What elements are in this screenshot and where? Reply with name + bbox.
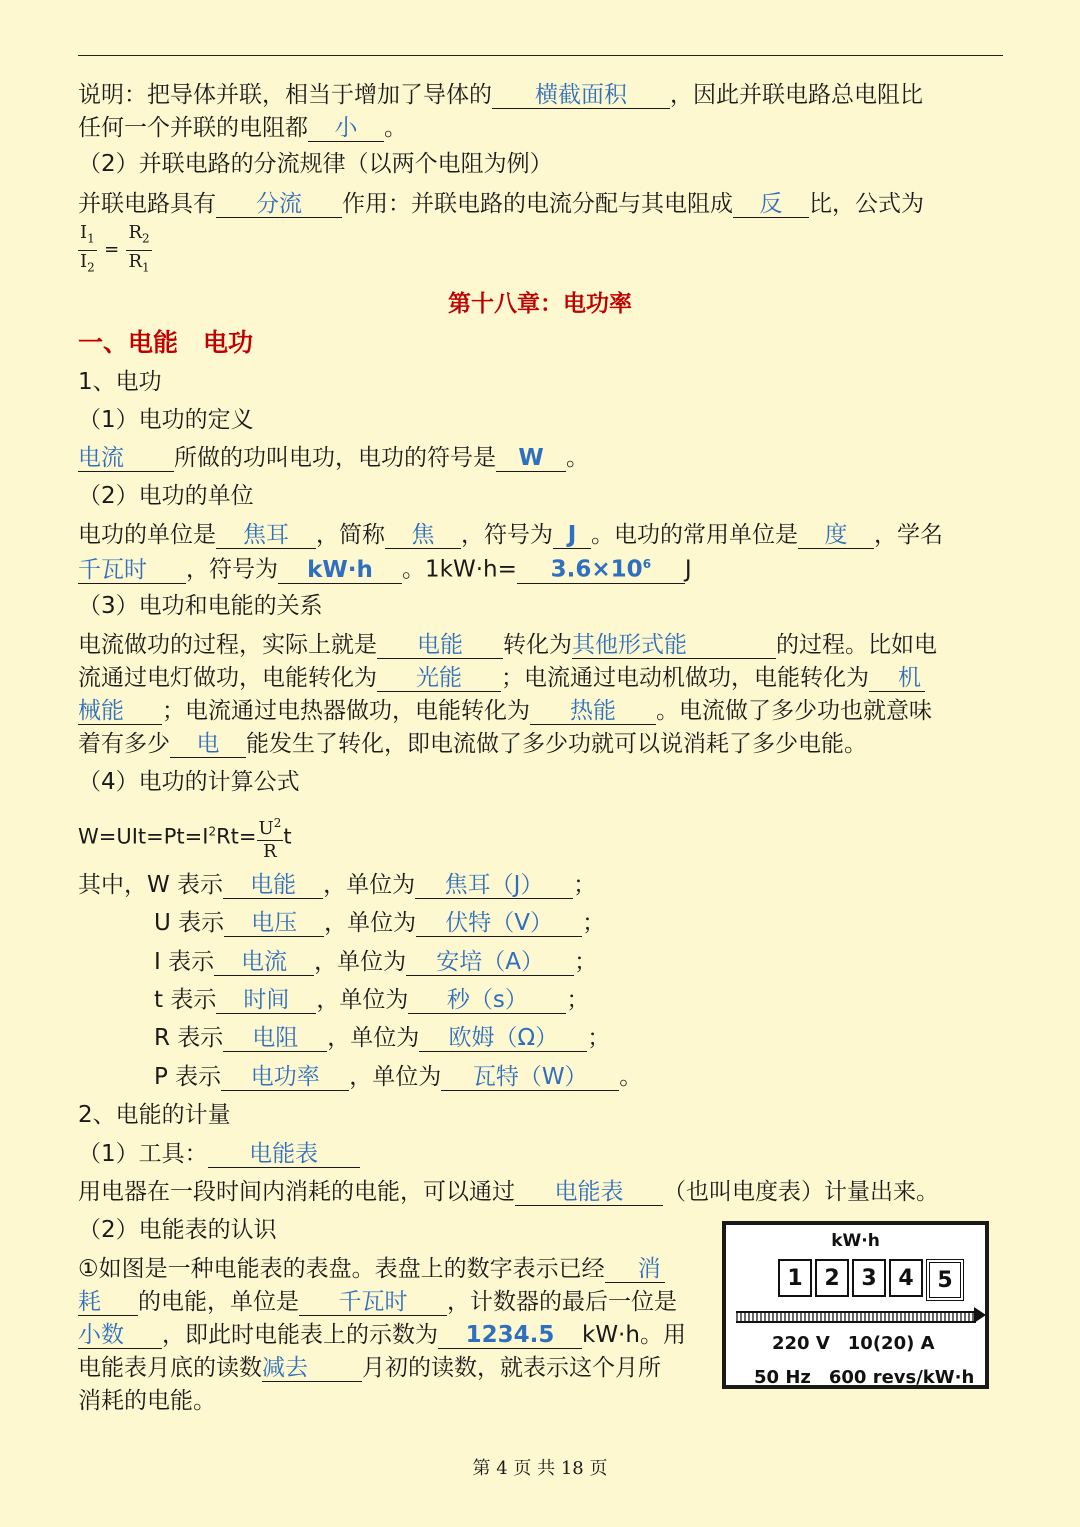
text: R 表示: [154, 1025, 224, 1051]
fraction: $\frac{R_2}{R_1}$: [128, 222, 150, 275]
paragraph-line: [78, 727, 867, 761]
subheading: 2、电能的计量: [78, 1102, 231, 1128]
text: P 表示: [154, 1064, 222, 1090]
text: 电流做功的过程，实际上就是: [78, 632, 377, 658]
answer-blank: W: [496, 445, 566, 472]
text: 。电流做了多少功也就意味: [656, 698, 932, 724]
meter-rating-frequency-revs: 50 Hz 600 revs/kW·h: [754, 1367, 975, 1388]
answer-blank: 欧姆（Ω）: [419, 1025, 587, 1052]
meter-digit: 3: [852, 1259, 886, 1297]
text: ，简称: [316, 522, 385, 548]
answer-blank: 千瓦时: [299, 1289, 447, 1316]
paragraph-line: [78, 1351, 661, 1385]
answer-blank: 消: [605, 1256, 665, 1283]
paragraph-line: [78, 78, 923, 112]
arrow-right-icon: [974, 1307, 986, 1323]
answer-blank: 耗: [78, 1289, 138, 1316]
text: W=UIt=Pt=I: [78, 824, 209, 849]
text: 用电器在一段时间内消耗的电能，可以通过: [78, 1179, 515, 1205]
text: ；: [587, 1025, 611, 1051]
answer-blank: 电功率: [221, 1064, 349, 1091]
text: ；: [582, 910, 606, 936]
answer-blank: 热能: [530, 698, 656, 725]
meter-unit-label: kW·h: [831, 1231, 880, 1251]
equals: =: [104, 239, 120, 261]
text: 所做的功叫电功，电功的符号是: [174, 445, 496, 471]
meter-counter: [778, 1259, 967, 1301]
answer-blank: 小数: [78, 1322, 162, 1349]
fraction: $\frac{I_1}{I_2}$: [80, 222, 95, 275]
meter-disc-shaft: [736, 1311, 976, 1323]
paragraph-line: [78, 111, 407, 145]
answer-blank: 反: [733, 191, 809, 218]
text: W 表示: [147, 872, 224, 898]
meter-rating-voltage-current: 220 V 10(20) A: [772, 1333, 935, 1354]
text: ，单位为: [327, 1025, 420, 1051]
answer-blank: 械能: [78, 698, 162, 725]
text: ，单位为: [316, 987, 409, 1013]
text: （1）工具：: [78, 1141, 208, 1167]
answer-blank: 安培（A）: [406, 949, 574, 976]
paragraph-line: [78, 1175, 939, 1209]
text: ，即此时电能表上的示数为: [162, 1322, 438, 1348]
text: 。: [619, 1064, 643, 1090]
subheading: （2）电功的单位: [78, 483, 254, 509]
text: 。: [384, 115, 407, 141]
text: 的过程。比如电: [776, 632, 937, 658]
answer-blank: 1234.5: [438, 1322, 582, 1349]
answer-blank: 电能表: [208, 1141, 360, 1168]
answer-blank: 光能: [377, 665, 501, 692]
text: 月初的读数，就表示这个月所: [362, 1355, 661, 1381]
subheading: （4）电功的计算公式: [78, 769, 300, 795]
page-number: 第 4 页 共 18 页: [472, 1458, 608, 1479]
text: J: [684, 556, 692, 583]
symbol-row: [154, 906, 605, 940]
subheading: （2）电能表的认识: [78, 1217, 277, 1243]
text: 。1kW·h=: [402, 556, 517, 583]
text: 比，公式为: [809, 191, 924, 217]
text: 流通过电灯做功，电能转化为: [78, 665, 377, 691]
text: 。: [566, 445, 589, 471]
text: ；电流通过电热器做功，电能转化为: [162, 698, 530, 724]
chapter-title: 第十八章：电功率: [448, 291, 632, 317]
answer-blank: 横截面积: [492, 82, 670, 109]
answer-blank: 电: [170, 731, 246, 758]
text: U 表示: [154, 910, 225, 936]
text: kW·h。用: [582, 1322, 686, 1348]
text: ，单位为: [324, 910, 417, 936]
text: ；: [574, 949, 598, 975]
paragraph-line: 消耗的电能。: [78, 1388, 216, 1414]
symbol-row: [78, 868, 596, 902]
answer-blank: 电压: [224, 910, 324, 937]
answer-blank: 电能: [223, 872, 323, 899]
answer-blank: $3.6\times 10^6$: [517, 551, 685, 584]
paragraph-line: [78, 187, 924, 221]
text: 着有多少: [78, 731, 170, 757]
text: 说明：把导体并联，相当于增加了导体的: [78, 82, 492, 108]
fraction: $\frac{U^2}{R}$: [257, 812, 284, 863]
text: Rt=: [216, 824, 257, 849]
answer-blank: 千瓦时: [78, 557, 186, 584]
subheading: （1）电功的定义: [78, 407, 254, 433]
answer-blank: 时间: [216, 987, 316, 1014]
section-title: 一、电能 电功: [78, 328, 254, 357]
text: 的电能，单位是: [138, 1289, 299, 1315]
answer-blank: 秒（s）: [408, 987, 566, 1014]
answer-blank: J: [553, 522, 591, 549]
meter-decimal-digit: 5: [926, 1259, 964, 1301]
subheading: （3）电功和电能的关系: [78, 593, 323, 619]
text: ，符号为: [186, 556, 278, 583]
paragraph-line: [78, 1252, 665, 1286]
answer-blank: 小: [308, 115, 384, 142]
text: 并联电路具有: [78, 191, 216, 217]
text: ，单位为: [323, 872, 416, 898]
paragraph-line: [78, 628, 937, 662]
meter-digit: 2: [815, 1259, 849, 1297]
text: ，符号为: [461, 522, 553, 548]
paragraph-line: [78, 1318, 686, 1352]
answer-blank: 瓦特（W）: [441, 1064, 619, 1091]
text: 作用：并联电路的电流分配与其电阻成: [342, 191, 733, 217]
electric-work-formula: $W=UIt=Pt=I^2Rt=$ $\frac{U^2}{R}$ t: [78, 812, 292, 863]
subheading: （2）并联电路的分流规律（以两个电阻为例）: [78, 151, 553, 177]
text: 其中，: [78, 872, 147, 898]
text: ；: [566, 987, 590, 1013]
paragraph-line: [78, 661, 925, 695]
text: 电能表月底的读数: [78, 1355, 262, 1381]
answer-blank: 电流: [214, 949, 314, 976]
paragraph-line: [78, 1285, 677, 1319]
subheading: 1、电功: [78, 369, 162, 395]
answer-blank: 电阻: [223, 1025, 327, 1052]
text: 转化为: [503, 632, 572, 658]
meter-digit: 4: [889, 1259, 923, 1297]
answer-blank: 焦耳: [216, 522, 316, 549]
text: ；电流通过电动机做功，电能转化为: [501, 665, 869, 691]
text: 任何一个并联的电阻都: [78, 115, 308, 141]
answer-blank: 机: [869, 665, 925, 692]
paragraph-line: [78, 518, 943, 552]
text: ，因此并联电路总电阻比: [670, 82, 923, 108]
paragraph-line: [78, 551, 692, 587]
text: 。电功的常用单位是: [591, 522, 798, 548]
meter-digit: 1: [778, 1259, 812, 1297]
text: ①如图是一种电能表的表盘。表盘上的数字表示已经: [78, 1256, 605, 1282]
text: I 表示: [154, 949, 215, 975]
answer-blank: 其他形式能: [572, 632, 776, 659]
text: 电功的单位是: [78, 522, 216, 548]
header-rule: [78, 55, 1003, 56]
answer-blank: 伏特（V）: [416, 910, 582, 937]
answer-blank: 焦: [385, 522, 461, 549]
text: （也叫电度表）计量出来。: [663, 1179, 939, 1205]
answer-blank: 度: [798, 522, 874, 549]
answer-blank: kW·h: [278, 557, 402, 584]
text: ，计数器的最后一位是: [447, 1289, 677, 1315]
current-ratio-formula: [78, 222, 152, 278]
symbol-row: [154, 1060, 642, 1094]
answer-blank: 电流: [78, 445, 174, 472]
electric-meter-figure: [722, 1221, 989, 1389]
paragraph-line: [78, 1137, 360, 1171]
answer-blank: 减去: [262, 1355, 362, 1382]
symbol-row: [154, 1021, 610, 1055]
paragraph-line: [78, 441, 589, 475]
symbol-row: [154, 983, 589, 1017]
text: 能发生了转化，即电流做了多少功就可以说消耗了多少电能。: [246, 731, 867, 757]
answer-blank: 电能表: [515, 1179, 663, 1206]
text: ，单位为: [314, 949, 407, 975]
text: t 表示: [154, 987, 217, 1013]
symbol-row: [154, 945, 597, 979]
text: ，单位为: [349, 1064, 442, 1090]
answer-blank: 分流: [216, 191, 342, 218]
paragraph-line: [78, 694, 932, 728]
text: t: [283, 824, 292, 849]
answer-blank: 焦耳（J）: [415, 872, 573, 899]
answer-blank: 电能: [377, 632, 503, 659]
text: ，学名: [874, 522, 943, 548]
text: ；: [573, 872, 597, 898]
